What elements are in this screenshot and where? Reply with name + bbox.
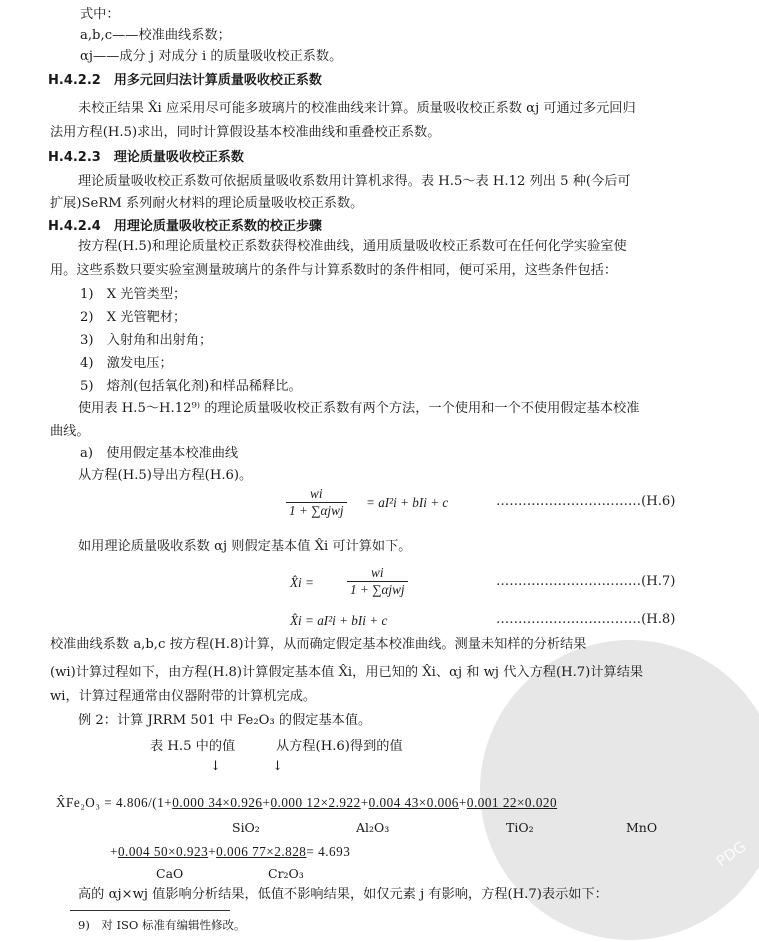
equation-h6-rhs: = aI²i + bIi + c — [366, 495, 449, 510]
plus-sign: + — [262, 795, 271, 810]
list-item: 1) X 光管类型； — [80, 287, 187, 302]
example-equation-row2 — [110, 843, 350, 861]
paragraph-line: 高的 αj×wj 值影响分析结果，低值不影响结果，如仅元素 j 有影响，方程(H.7)表示如下： — [78, 887, 608, 902]
section-heading: H.4.2.2 用多元回归法计算质量吸收校正系数 — [48, 73, 322, 88]
down-arrow-icon: ↓ — [272, 759, 284, 774]
compound-label: CaO — [156, 866, 184, 881]
paragraph-line: (wi)计算过程如下，由方程(H.8)计算假定基本值 X̂i，用已知的 X̂i、αj 和 wj 代入方程(H.7)计算结果 — [50, 665, 644, 680]
paragraph-line: 用。这些系数只要实验室测量玻璃片的条件与计算系数时的条件相同，便可采用，这些条件包括： — [50, 263, 618, 278]
equation-number: ……………………………(H.7) — [496, 574, 676, 589]
paragraph-line: 扩展)SeRM 系列耐火材料的理论质量吸收校正系数。 — [50, 196, 364, 211]
example-result: = 4.693 — [306, 844, 351, 859]
equation-h8: X̂i = aI²i + bIi + c — [290, 613, 388, 628]
down-arrow-icon: ↓ — [210, 759, 222, 774]
equation-number: ……………………………(H.8) — [496, 612, 676, 627]
watermark-text: PDG — [712, 837, 750, 871]
list-item: 2) X 光管靶材； — [80, 310, 187, 325]
example-label: 表 H.5 中的值 — [150, 739, 236, 754]
equation-h7-fraction — [347, 565, 408, 598]
example-term: 0.001 22×0.020 — [466, 795, 558, 810]
example-term: 0.004 50×0.923 — [117, 844, 209, 859]
paragraph-line: 校准曲线系数 a,b,c 按方程(H.8)计算，从而确定假定基本校准曲线。测量未知样的分析结果 — [50, 637, 587, 652]
example-term: 0.000 34×0.926 — [172, 795, 263, 810]
fraction-numerator: wi — [310, 486, 323, 501]
equation-h7-lhs: X̂i = — [290, 575, 314, 590]
plus-sign: + — [208, 844, 217, 859]
compound-label: SiO₂ — [232, 820, 260, 835]
paragraph-line: 曲线。 — [50, 424, 90, 439]
example-term: 0.000 12×2.922 — [270, 795, 361, 810]
plus-sign: + — [360, 795, 369, 810]
example-term: 0.006 77×2.828 — [216, 844, 307, 859]
footnote-divider — [70, 910, 230, 911]
paragraph-line: 从方程(H.5)导出方程(H.6)。 — [78, 468, 253, 483]
compound-label: MnO — [626, 820, 658, 835]
footnote: 9) 对 ISO 标准有编辑性修改。 — [78, 918, 246, 932]
paragraph-line: 例 2：计算 JRRM 501 中 Fe₂O₃ 的假定基本值。 — [78, 713, 372, 728]
example-equation-row1 — [56, 794, 557, 812]
section-heading: H.4.2.4 用理论质量吸收校正系数的校正步骤 — [48, 219, 322, 234]
fraction-denominator: 1 + ∑αjwj — [347, 581, 408, 598]
text-line: a,b,c——校准曲线系数； — [80, 28, 231, 43]
fraction-numerator: wi — [371, 565, 384, 580]
compound-label: TiO₂ — [506, 820, 534, 835]
compound-label: Cr₂O₃ — [268, 866, 304, 881]
list-item: 3) 入射角和出射角； — [80, 333, 213, 348]
example-lhs: X̂Fe₂O₃ = 4.806/(1+ — [56, 795, 173, 810]
equation-number: ……………………………(H.6) — [496, 494, 676, 509]
plus-sign: + — [110, 844, 118, 859]
text-line: 式中： — [80, 7, 120, 22]
paragraph-line: wi，计算过程通常由仪器附带的计算机完成。 — [50, 689, 317, 704]
equation-h6-fraction — [286, 486, 347, 519]
list-item: a) 使用假定基本校准曲线 — [80, 446, 239, 461]
plus-sign: + — [458, 795, 467, 810]
list-item: 5) 熔剂(包括氧化剂)和样品稀释比。 — [80, 379, 302, 394]
list-item: 4) 激发电压； — [80, 356, 173, 371]
section-heading: H.4.2.3 理论质量吸收校正系数 — [48, 150, 244, 165]
paragraph-line: 理论质量吸收校正系数可依据质量吸收系数用计算机求得。表 H.5～表 H.12 列出 5 种(今后可 — [78, 174, 631, 189]
paragraph-line: 法用方程(H.5)求出，同时计算假设基本校准曲线和重叠校正系数。 — [50, 125, 441, 140]
fraction-denominator: 1 + ∑αjwj — [286, 502, 347, 519]
compound-label: Al₂O₃ — [356, 820, 390, 835]
paragraph-line: 使用表 H.5～H.12⁹⁾ 的理论质量吸收校正系数有两个方法，一个使用和一个不使用假定基本校准 — [78, 401, 640, 416]
paragraph-line: 如用理论质量吸收系数 αj 则假定基本值 X̂i 可计算如下。 — [78, 539, 412, 554]
text-line: αj——成分 j 对成分 i 的质量吸收校正系数。 — [80, 49, 343, 64]
paragraph-line: 按方程(H.5)和理论质量校正系数获得校准曲线，通用质量吸收校正系数可在任何化学实验室使 — [78, 239, 627, 254]
example-label: 从方程(H.6)得到的值 — [276, 739, 403, 754]
example-term: 0.004 43×0.006 — [368, 795, 459, 810]
paragraph-line: 未校正结果 X̂i 应采用尽可能多玻璃片的校准曲线来计算。质量吸收校正系数 αj 可通过多元回归 — [78, 101, 636, 116]
